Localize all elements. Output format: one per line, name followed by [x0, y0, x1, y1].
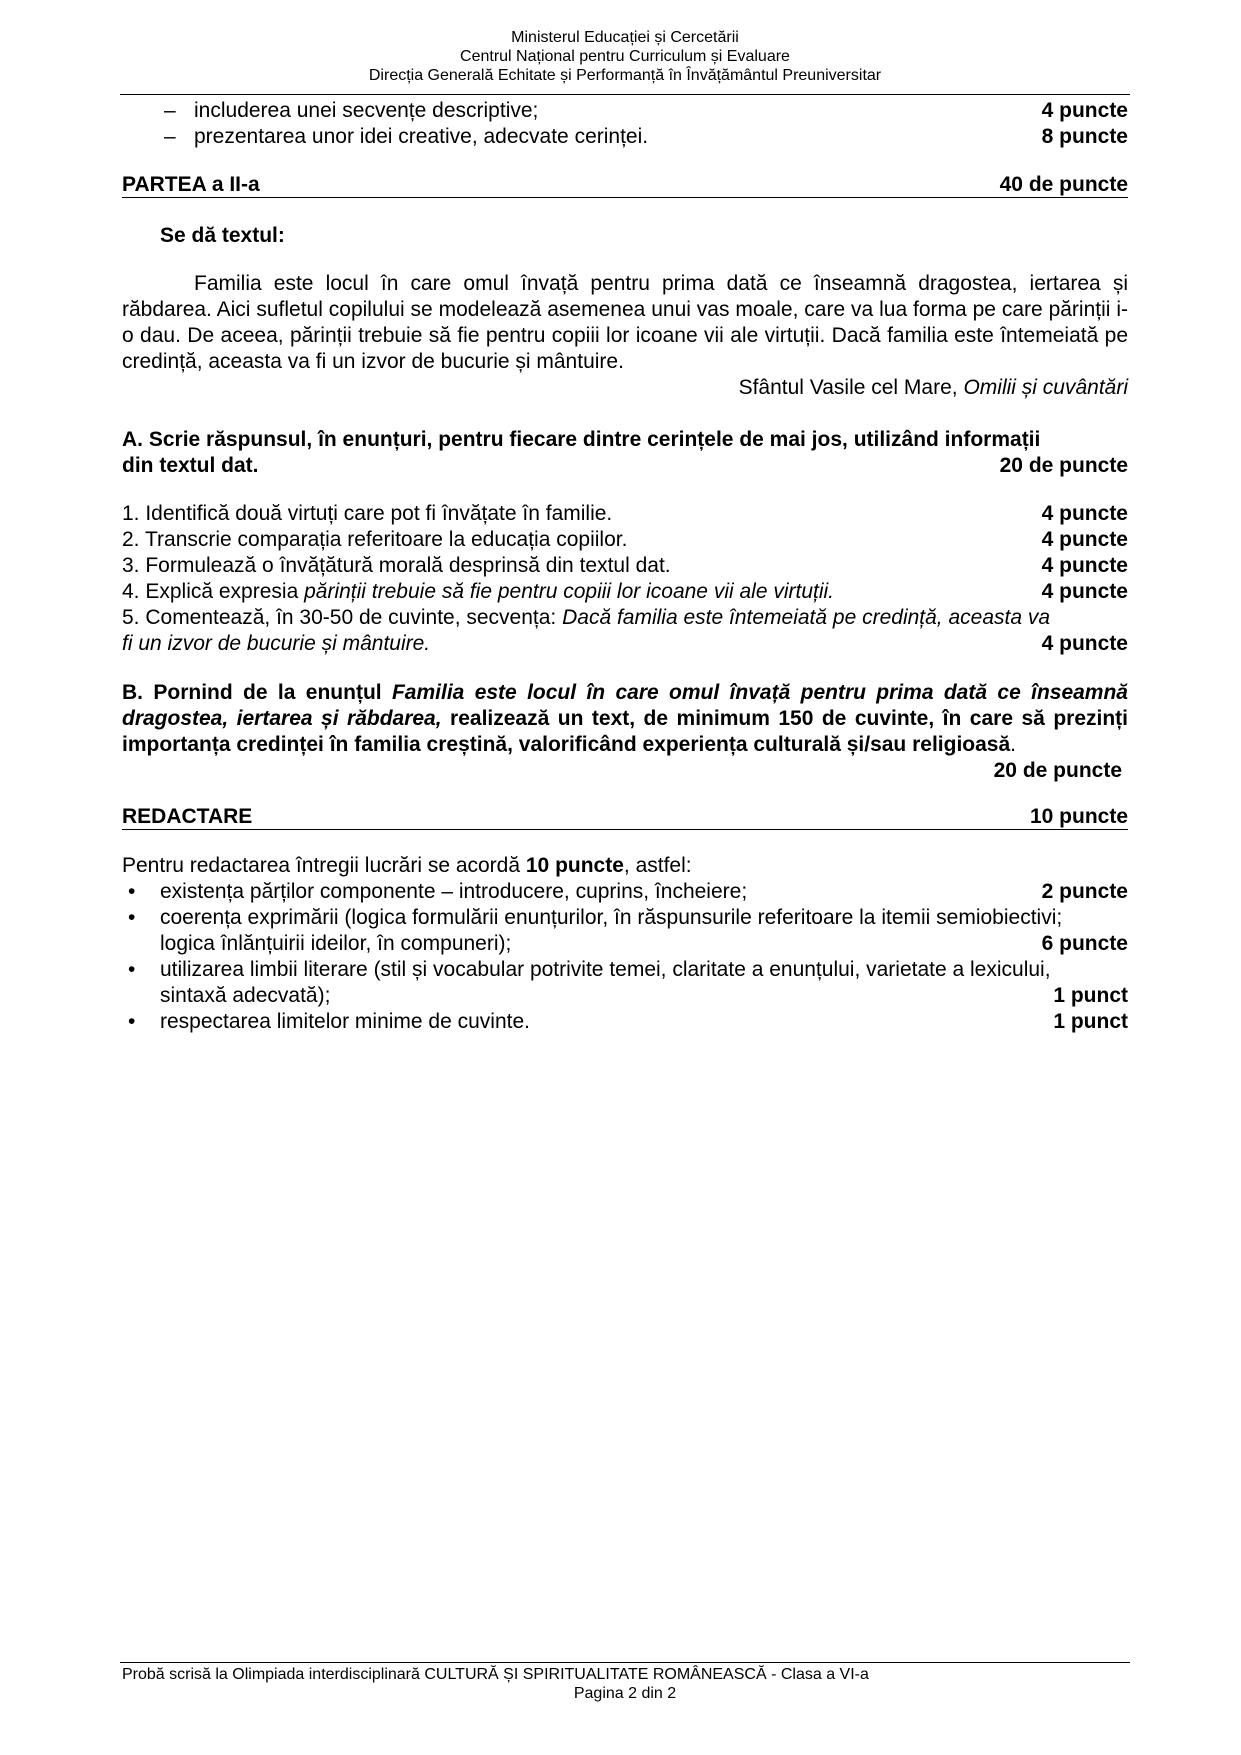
- intro-points: 10 puncte: [525, 854, 624, 877]
- question-item: [122, 501, 1128, 527]
- bullet-item: [122, 1009, 1128, 1035]
- question-text: 3. Formulează o învățătură morală desprinsă din textul dat.: [122, 554, 671, 577]
- criteria-text: prezentarea unor idei creative, adecvate cerinței.: [194, 125, 649, 148]
- bullet-item: [122, 957, 1128, 1009]
- bullet-text: existența părților componente – introducere, cuprins, încheiere;: [160, 880, 748, 903]
- bullet-text: utilizarea limbii literare (stil și vocabular potrivite temei, claritate a enunțului, varietate a lexicului,: [160, 958, 1051, 981]
- page-footer: [120, 1665, 1130, 1703]
- section-a-line1: A. Scrie răspunsul, în enunțuri, pentru fiecare dintre cerințele de mai jos, utilizând informații: [122, 428, 1041, 451]
- question-prefix: 5. Comentează, în 30-50 de cuvinte, secvența:: [122, 606, 563, 629]
- question-text: [122, 605, 1050, 631]
- bullet-text: coerența exprimării (logica formulării enunțurilor, în răspunsurile referitoare la itemii semiobiectivi;: [160, 906, 1063, 929]
- section-a-instruction: [122, 427, 1128, 479]
- bullet-item: [122, 879, 1128, 905]
- section-b-rest: realizează un text, de minimum 150 de cuvinte, în care să prezinți importanța credinței în familia creștină, valorificând experiența culturală și/sau religioasă: [122, 707, 1128, 756]
- text-intro: Se dă textul:: [160, 224, 285, 247]
- intro-prefix: Pentru redactarea întregii lucrări se acordă: [122, 854, 526, 877]
- question-item: [122, 579, 1128, 605]
- page-content: [122, 98, 1128, 1035]
- question-points: 4 puncte: [1041, 554, 1128, 577]
- section-heading-redactare: [122, 805, 1128, 830]
- question-points: 4 puncte: [1041, 632, 1128, 655]
- bullet-text-cont: logica înlănțuirii ideilor, în compuneri);: [160, 932, 512, 955]
- section-b-end: .: [1010, 733, 1016, 756]
- dash-marker: –: [164, 99, 176, 122]
- bullet-text: respectarea limitelor minime de cuvinte.: [160, 1010, 530, 1033]
- question-item: [122, 527, 1128, 553]
- section-points: 10 puncte: [1029, 805, 1128, 828]
- source-passage: Familia este locul în care omul învață pentru prima dată ce înseamnă dragostea, iertarea și răbdarea. Aici sufletul copilului se modelează asemenea unui vas moale, care va lua forma pe care părinții i-o dau. De aceea, părinții trebuie să fie pentru copiii lor icoane vii ale virtuții. Dacă familia este întemeiată pe credință, aceasta va fi un izvor de bucurie și mântuire.: [122, 272, 1128, 373]
- question-points: 4 puncte: [1041, 580, 1128, 603]
- header-ministry: Ministerul Educației și Cercetării: [511, 29, 739, 46]
- header-center: Centrul Național pentru Curriculum și Evaluare: [460, 48, 790, 65]
- footer-divider: [120, 1662, 1130, 1663]
- question-text: 2. Transcrie comparația referitoare la educația copiilor.: [122, 528, 628, 551]
- passage-attribution: [122, 375, 1128, 401]
- question-quote: părinții trebuie să fie pentru copiii lor icoane vii ale virtuții.: [304, 580, 835, 603]
- header-divider: [120, 94, 1130, 95]
- question-prefix: 4. Explică expresia: [122, 580, 305, 603]
- criteria-points: 8 puncte: [1041, 125, 1128, 148]
- bullet-icon: •: [128, 1010, 136, 1033]
- footer-page-number: Pagina 2 din 2: [573, 1685, 677, 1702]
- bullet-points: 1 punct: [1053, 984, 1128, 1007]
- criteria-text: includerea unei secvențe descriptive;: [194, 99, 539, 122]
- criteria-item: [122, 98, 1128, 124]
- question-item: [122, 605, 1128, 657]
- section-heading-part2: [122, 173, 1128, 198]
- section-a-points: 20 de puncte: [999, 454, 1128, 477]
- bullet-points: 6 puncte: [1041, 932, 1128, 955]
- section-b-quote: Familia este locul în care omul învață pentru prima dată ce înseamnă dragostea, iertarea și răbdarea,: [122, 681, 1128, 730]
- work-title: Omilii și cuvântări: [963, 376, 1128, 399]
- question-quote-cont: fi un izvor de bucurie și mântuire.: [122, 632, 431, 655]
- question-points: 4 puncte: [1041, 528, 1128, 551]
- redactare-intro: [122, 853, 1128, 879]
- section-b-points: 20 de puncte: [993, 759, 1122, 782]
- criteria-points: 4 puncte: [1041, 99, 1128, 122]
- bullet-icon: •: [128, 880, 136, 903]
- section-b-instruction: [122, 680, 1128, 758]
- header-directorate: Direcția Generală Echitate și Performanță în Învățământul Preuniversitar: [368, 67, 882, 84]
- section-a-line2: din textul dat.: [122, 454, 259, 477]
- page-header: [120, 28, 1130, 85]
- question-points: 4 puncte: [1041, 502, 1128, 525]
- question-text: 1. Identifică două virtuți care pot fi învățate în familie.: [122, 502, 613, 525]
- section-points: 40 de puncte: [999, 173, 1128, 196]
- bullet-points: 1 punct: [1053, 1010, 1128, 1033]
- question-item: [122, 553, 1128, 579]
- intro-suffix: , astfel:: [623, 854, 692, 877]
- section-title: REDACTARE: [122, 805, 253, 828]
- section-b-prefix: B. Pornind de la enunțul: [122, 681, 392, 704]
- author-name: Sfântul Vasile cel Mare,: [738, 376, 958, 399]
- bullet-text-cont: sintaxă adecvată);: [160, 984, 331, 1007]
- bullet-item: [122, 905, 1128, 957]
- dash-marker: –: [164, 125, 176, 148]
- criteria-item: [122, 124, 1128, 150]
- bullet-points: 2 puncte: [1041, 880, 1128, 903]
- section-title: PARTEA a II-a: [122, 173, 260, 196]
- bullet-icon: •: [128, 906, 136, 929]
- bullet-icon: •: [128, 958, 136, 981]
- footer-exam-title: Probă scrisă la Olimpiada interdisciplinară CULTURĂ ȘI SPIRITUALITATE ROMÂNEASCĂ - Clasa a VI-a: [122, 1666, 869, 1683]
- question-text: [122, 579, 834, 605]
- question-quote: Dacă familia este întemeiată pe credință, aceasta va: [562, 606, 1051, 629]
